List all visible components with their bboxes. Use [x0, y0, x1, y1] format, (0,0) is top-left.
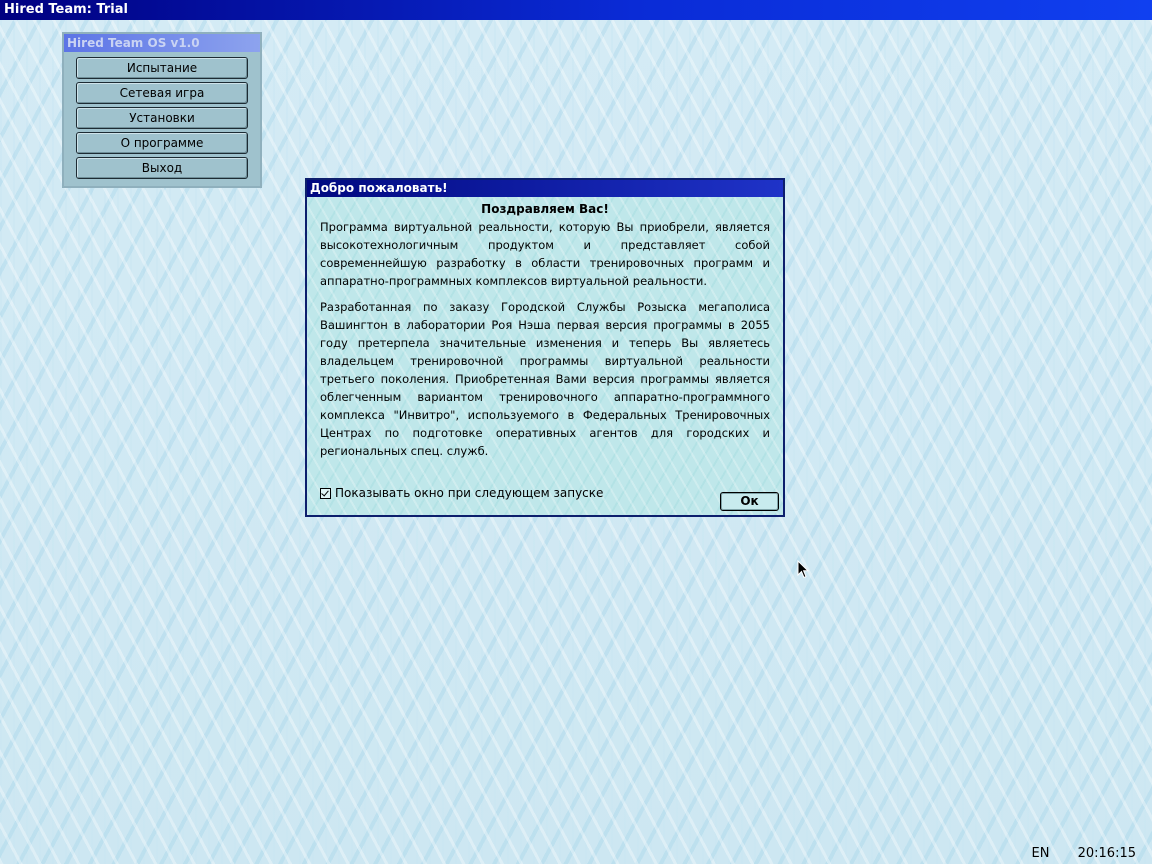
ok-button[interactable]: Ок — [720, 492, 779, 511]
dialog-title: Добро пожаловать! — [310, 181, 448, 195]
trial-button[interactable]: Испытание — [76, 57, 248, 79]
os-window-title: Hired Team OS v1.0 — [67, 36, 200, 50]
os-menu — [64, 52, 260, 179]
clock: 20:16:15 — [1077, 846, 1136, 861]
app-titlebar — [0, 0, 1152, 20]
settings-button[interactable]: Установки — [76, 107, 248, 129]
welcome-dialog — [305, 178, 785, 517]
dialog-body — [307, 218, 783, 460]
dialog-paragraph-2: Разработанная по заказу Городской Службы Розыска мегаполиса Вашингтон в лаборатории Роя Нэша первая версия программы в 2055 году претерпела значительные изменения и теперь Вы являетесь владельцем тренировочной программы виртуальной реальности третьего поколения. Приобретенная Вами версия программы является облегченным вариантом тренировочного аппаратно-программного комплекса "Инвитро", используемого в Федеральных Тренировочных Центрах по подготовке оперативных агентов для городских и региональных спец. служб. — [320, 300, 770, 458]
app-title: Hired Team: Trial — [4, 2, 128, 17]
dialog-paragraph-1: Программа виртуальной реальности, которую Вы приобрели, является высокотехнологичным продуктом и представляет собой современнейшую разработку в области тренировочных программ и аппаратно-программных комплексов виртуальной реальности. — [320, 220, 770, 288]
os-window-titlebar[interactable] — [64, 34, 260, 52]
show-on-startup-checkbox[interactable] — [320, 488, 331, 499]
show-on-startup-row[interactable] — [320, 485, 603, 501]
system-tray — [1008, 846, 1136, 862]
exit-button[interactable]: Выход — [76, 157, 248, 179]
network-game-button[interactable]: Сетевая игра — [76, 82, 248, 104]
arrow-cursor-icon — [797, 560, 809, 580]
language-indicator[interactable]: EN — [1031, 846, 1050, 861]
about-button[interactable]: О программе — [76, 132, 248, 154]
os-menu-window — [62, 32, 262, 188]
show-on-startup-label: Показывать окно при следующем запуске — [335, 486, 604, 500]
dialog-titlebar[interactable] — [307, 180, 783, 197]
dialog-heading: Поздравляем Вас! — [481, 202, 609, 216]
